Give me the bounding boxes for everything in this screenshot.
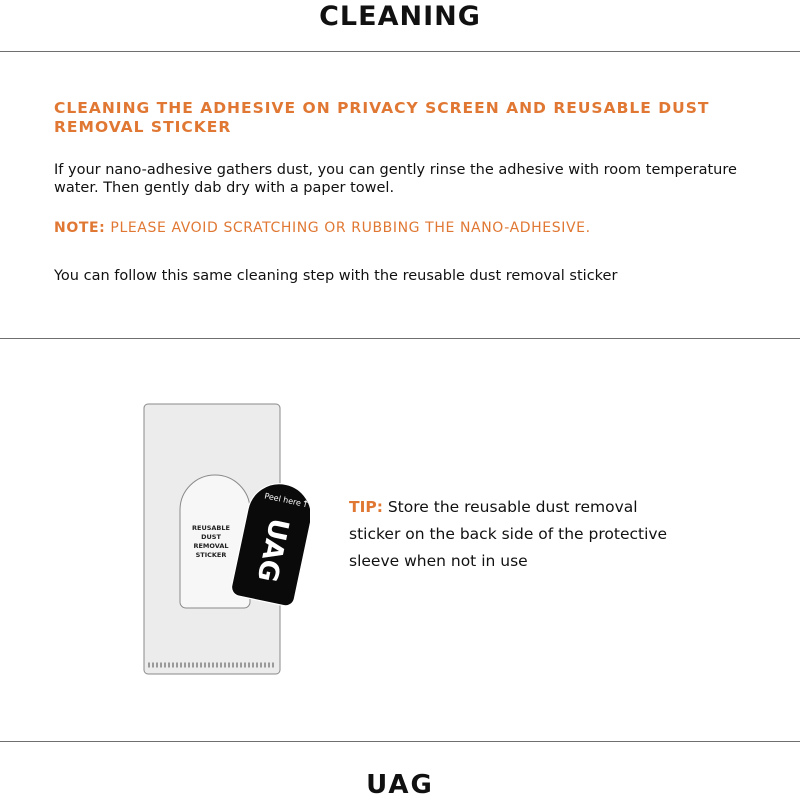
sticker-label-line-4: STICKER	[195, 551, 227, 559]
note-text: PLEASE AVOID SCRATCHING OR RUBBING THE NANO-ADHESIVE.	[110, 220, 591, 236]
sticker-logo: UAG	[250, 515, 295, 585]
paragraph-sticker: You can follow this same cleaning step with the reusable dust removal sticker	[54, 268, 618, 284]
note-line	[54, 219, 774, 237]
divider-bottom	[0, 741, 800, 742]
peel-here-label: Peel here	[263, 491, 302, 508]
paragraph-rinse: If your nano-adhesive gathers dust, you can gently rinse the adhesive with room temperature water. Then gently dab dry with a paper towel.	[54, 162, 737, 196]
tip-label: TIP:	[349, 498, 383, 516]
sleeve-illustration	[140, 400, 310, 680]
section-heading: CLEANING THE ADHESIVE ON PRIVACY SCREEN AND REUSABLE DUST REMOVAL STICKER	[54, 99, 710, 136]
divider-top	[0, 51, 800, 52]
note-label: NOTE:	[54, 220, 106, 236]
sticker-label-line-2: DUST	[201, 533, 221, 541]
divider-middle	[0, 338, 800, 339]
page-title: CLEANING	[319, 1, 481, 32]
sticker-label-line-3: REMOVAL	[193, 542, 229, 550]
sticker-label-line-1: REUSABLE	[192, 524, 230, 532]
tip-body: Store the reusable dust removal sticker on the back side of the protective sleeve when not in use	[349, 498, 668, 570]
footer-logo-text: UAG	[366, 771, 434, 797]
tip-text	[349, 494, 679, 575]
peel-arrow-icon: ↑	[300, 499, 310, 511]
uag-logo	[359, 771, 441, 797]
